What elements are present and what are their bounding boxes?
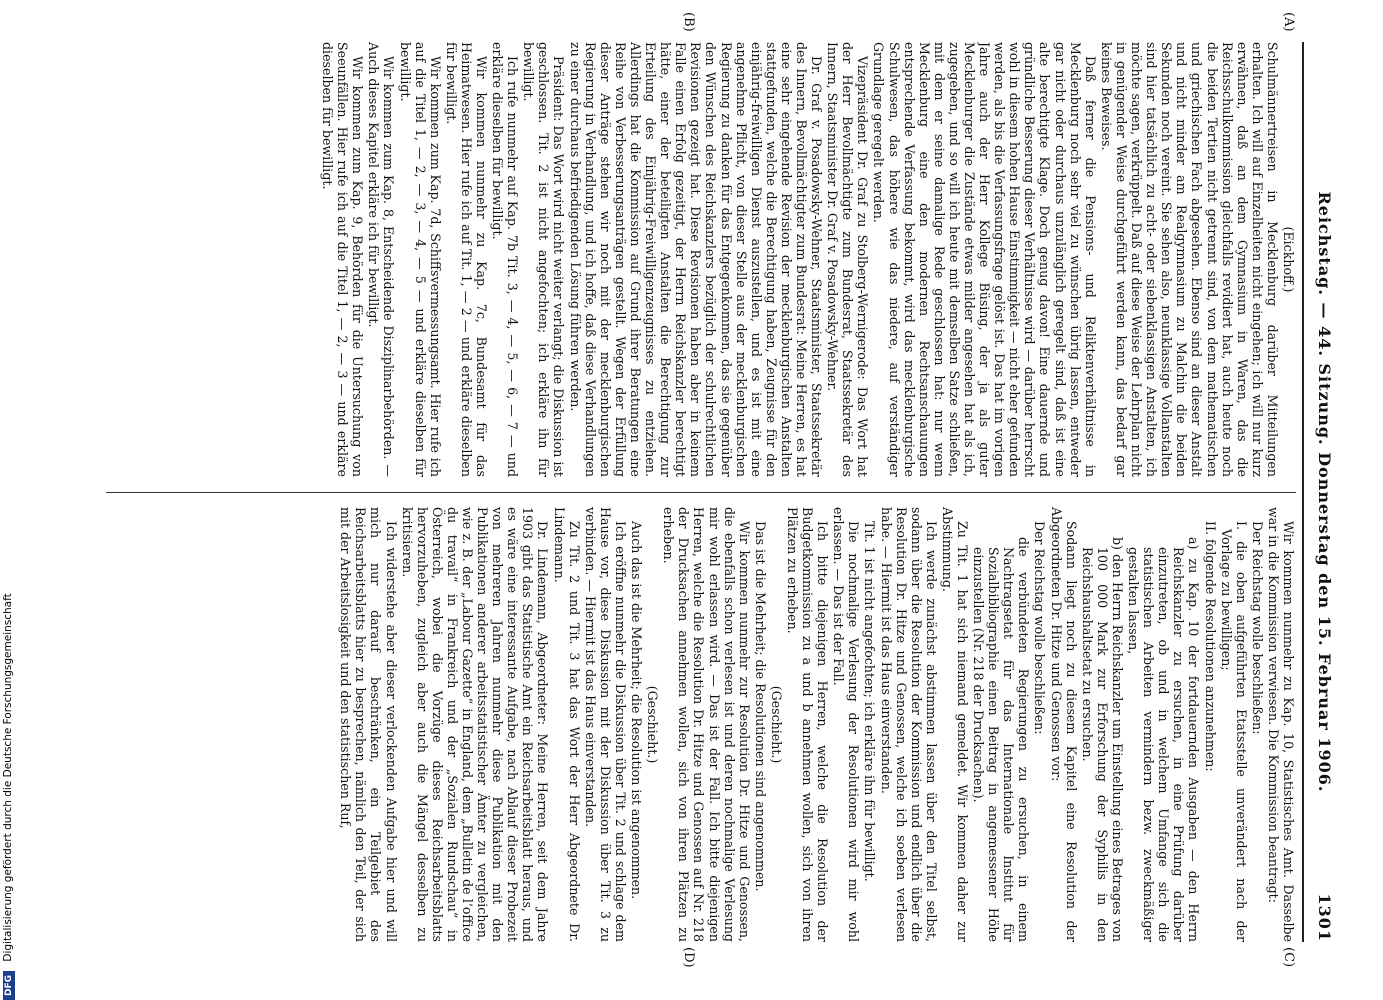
left-column-paragraph: (Eickhoff.): [1281, 226, 1296, 293]
left-column-paragraph: Vizepräsident Dr. Graf zu Stolberg-Wernigerode: Das Wort hat der Herr Bevollmächtigte zum Bundesrat, Staatssekretär des Innern, Staatsminister Dr. Graf v. Posadowsky-Wehner.: [825, 42, 871, 477]
right-column-paragraph: Der Reichstag wolle beschließen:: [1032, 521, 1048, 735]
header-rule: [1302, 42, 1304, 942]
left-column: [106, 42, 1296, 477]
left-column-paragraph: Daß ferner die Pensions- und Reliktenverhältnisse in Mecklenburg noch sehr viel zu wünschen übrig lassen, entweder gar nicht oder durchaus unzulänglich geregelt sind, daß ist eine alte berechtigte Klage. Doch genug davon! Eine dauernde und gründliche Besserung dieser Verhältnisse wird — darüber herrscht wohl in diesem hohen Hause Einstimmigkeit — nicht eher gefunden werden, als bis die Verfassungsfrage gelöst ist. Das hat im vorigen Jahre auch der Herr Kollege Büsing, der ja als guter Mecklenburger die Zustände etwas milder angesehen hat als ich, zugegeben, und so will ich heute mit demselben Satze schließen, mit dem er seine damalige Rede geschlossen hat: nur wenn Mecklenburg eine den modernen Rechtsanschauungen entsprechende Verfassung bekommt, wird das mecklenburgische Schulwesen, das höhere wie das niedere, auf verständiger Grundlage geregelt werden.: [871, 42, 1098, 477]
right-column-paragraph: die verbündeten Regierungen zu ersuchen, in einem Nachtragsetat für das Internationale Institut für Sozialbibliographie einen Beitrag in angemessener Höhe einzustellen (Nr. 218 der Drucksachen).: [971, 537, 1032, 942]
right-column-paragraph: Auch das ist die Mehrheit; die Resolution ist angenommen.: [629, 521, 645, 900]
right-column-paragraph: I. die oben aufgeführten Etatsstelle unverändert nach der Vorlage zu bewilligen;: [1218, 521, 1249, 942]
right-column-paragraph: Dr. Lindemann, Abgeordneter: Meine Herren, seit dem Jahre 1903 gibt das Statistische Amt ein Reichsarbeitsblatt heraus, und es wäre eine interessante Aufgabe, nach Ablauf dieser Probezeit von mehreren Jahren nunmehr diese Publikation mit den Publikationen anderer arbeitsstatistischer Ämter zu vergleichen, wie z. B. der „Labour Gazette“ in England, dem „Bulletin de l’office du travail“ in Frankreich und der „Sozialen Rundschau“ in Österreich, wobei die Vorzüge dieses Reichsarbeitsblatts hervorzuheben, zugleich aber auch die Mängel desselben zu kritisieren.: [399, 507, 551, 942]
right-column-paragraph: Wir kommen nunmehr zur Resolution Dr. Hitze und Genossen, die ebenfalls schon verlesen ist und deren nochmalige Verlesung mir wohl erlassen wird. — Das ist der Fall. Ich bitte diejenigen Herren, welche die Resolution Dr. Hitze und Genossen auf Nr. 218 der Drucksachen annehmen wollen, sich von ihren Plätzen zu erheben.: [661, 507, 752, 942]
rotated-page: [86, 12, 1336, 968]
digitization-credit: [2, 0, 16, 1000]
right-column-paragraph: Zu Tit. 1 hat sich niemand gemeldet. Wir kommen daher zur Abstimmung.: [939, 507, 971, 942]
right-column-paragraph: Wir kommen nunmehr zu Kap. 10, Statistisches Amt. Dasselbe war in die Kommission verwiesen. Die Kommission beantragt:: [1265, 507, 1296, 942]
right-column-paragraph: Tit. 1 ist nicht angefochten; ich erkläre ihn für bewilligt.: [862, 521, 878, 882]
right-column-paragraph: (Geschieht.): [768, 685, 784, 764]
column-divider: [106, 492, 1296, 493]
left-column-paragraph: Ich rufe nunmehr auf Kap. 7b Tit. 3, — 4, — 5, — 6, — 7 — und erkläre dieselben für bewilligt.: [490, 42, 521, 477]
right-column-paragraph: Der Reichstag wolle beschließen:: [1249, 521, 1265, 735]
right-column-paragraph: Das ist die Mehrheit; die Resolutionen sind angenommen.: [752, 521, 768, 892]
left-column-paragraph: Wir kommen zum Kap. 9, Behörden für die Untersuchung von Seeunfällen. Hier rufe ich auf die Titel 1, — 2, — 3 — und erkläre dieselben für bewilligt.: [320, 42, 366, 477]
page-header-title: Reichstag. — 44. Sitzung. Donnerstag den 15. Februar 1906.: [1315, 191, 1334, 793]
dfg-logo: DFG: [3, 971, 15, 1000]
left-column-paragraph: Wir kommen nunmehr zu Kap. 7c, Bundesamt für das Heimatwesen. Hier rufe ich auf Tit. 1, — 2 — und erkläre dieselben für bewilligt.: [443, 42, 490, 477]
margin-letter-c: (C): [1281, 947, 1296, 968]
margin-letter-a: (A): [1281, 12, 1296, 32]
left-column-paragraph: Dr. Graf v. Posadowsky-Wehner, Staatsminister, Staatssekretär des Innern, Bevollmächtigter zum Bundesrat: Meine Herren, es hat eine sehr eingehende Revision der mecklenburgischen Anstalten stattgefunden, welche die Berechtigung haben, Zeugnisse für den einjährig-freiwilligen Dienst auszustellen, und es ist mit eine angenehme Pflicht, von dieser Stelle aus der mecklenburgischen Regierung zu danken für das Entgegenkommen, das sie gegenüber den Wünschen des Reichskanzlers bezüglich der schulrechtlichen Revisionen gezeigt hat. Diese Revisionen haben aber in keinem Falle einen Erfolg gezeitigt, der Herrn Reichskanzler berechtigt hätte, einer der beteiligten Anstalten die Berechtigung zur Erteilung des Einjährig-Freiwilligenzeugnisses zu entziehen. Allerdings hat die Kommission auf Grund ihrer Beratungen eine Reihe von Verbesserungsanträgen gestellt. Wegen der Erfüllung dieser Anträge stehen wir noch mit der mecklenburgischen Regierung in Verhandlung, und ich hoffe, daß diese Verhandlungen zu einer durchaus befriedigenden Lösung führen werden.: [567, 42, 825, 477]
page-number: 1301: [1315, 893, 1334, 942]
right-column-paragraph: II. folgende Resolutionen anzunehmen:: [1202, 521, 1218, 772]
right-column-paragraph: Die nochmalige Verlesung der Resolutionen wird mir wohl erlassen. — Das ist der Fall.: [831, 507, 862, 942]
right-column-paragraph: Ich eröffne nunmehr die Diskussion über Tit. 2 und schlage dem Hause vor, diese Diskussion mit der Diskussion über Tit. 3 zu verbinden. — Hiermit ist das Haus einverstanden.: [582, 507, 628, 942]
left-column-paragraph: Wir kommen zum Kap. 8, Entscheidende Disziplinarbehörden. — Auch dieses Kapitel erkläre ich für bewilligt.: [366, 42, 397, 477]
right-column-paragraph: a) zu Kap. 10 der fortdauernden Ausgaben — den Herrn Reichskanzler zu ersuchen, in eine Prüfung darüber einzutreten, ob und in welchem Umfange sich die statistischen Arbeiten vermindern bezw. zweckmäßiger gestalten lassen,: [1126, 537, 1202, 942]
right-column-paragraph: (Geschieht.): [645, 685, 661, 764]
left-column-paragraph: Schulmännertreisen in Mecklenburg darüber Mitteilungen erhalten. Ich will auf Einzelheiten nicht eingehen; ich will nur kurz erwähnen, daß an dem Gymnasium in Waren, das die Reichsschulkommission gleichfalls revidiert hat, auch heute noch die beiden Tertien nicht getrennt sind, von dem mathematischen und griechischen Fach abgesehen. Ebenso sind an dieser Anstalt und nicht minder am Realgymnasium zu Malchin die beiden Sekunden noch vereint. Sie sehen also, neunklassige Vollanstalten sind hier tatsächlich zu acht- oder siebenklassigen Anstalten, ich möchte sagen, verkrüppelt. Daß auf diese Weise der Lehrplan nicht in genügender Weise durchgeführt werden kann, das bedarf gar keines Beweises.: [1098, 42, 1280, 477]
digitization-credit-text: Digitalisierung gefördert durch die Deutsche Forschungsgemeinschaft: [2, 593, 14, 962]
margin-letter-d: (D): [681, 947, 696, 968]
right-column-paragraph: Zu Tit. 2 und Tit. 3 hat das Wort der Herr Abgeordnete Dr. Lindemann.: [551, 507, 582, 942]
right-column: [106, 507, 1296, 942]
left-column-paragraph: Wir kommen zum Kap. 7d, Schiffsvermessungsamt. Hier rufe ich auf die Titel 1, — 2, — 3, — 4, — 5 — und erkläre dieselben für bewilligt.: [397, 42, 443, 477]
left-column-paragraph: Präsident: Das Wort wird nicht weiter verlangt; die Diskussion ist geschlossen. Tit. 2 ist nicht angefochten; ich erkläre ihn für bewilligt.: [521, 42, 567, 477]
right-column-paragraph: Ich widerstehe aber dieser verlockenden Aufgabe hier und will mich nur darauf beschränken, ein Teilgebiet des Reichsarbeitsblatts hier zu besprechen, nämlich den Teil, der sich mit der Arbeitslosigkeit und den statistischen Ruf,: [338, 507, 399, 942]
right-column-paragraph: Ich bitte diejenigen Herren, welche die Resolution der Budgetkommission zu a und b annehmen wollen, sich von ihren Plätzen zu erheben.: [785, 507, 831, 942]
margin-letter-b: (B): [681, 12, 696, 32]
right-column-paragraph: Sodann liegt noch zu diesem Kapitel eine Resolution der Abgeordneten Dr. Hitze und Genossen vor:: [1048, 507, 1079, 942]
page-header: [1306, 42, 1336, 942]
right-column-paragraph: Ich werde zunächst abstimmen lassen über den Titel selbst, sodann über die Resolution der Kommission und endlich über die Resolution Dr. Hitze und Genossen, welche ich soeben verlesen habe. — Hiermit ist das Haus einverstanden.: [878, 507, 939, 942]
right-column-paragraph: b) den Herrn Reichskanzler um Einstellung eines Betrages von 100 000 Mark zur Erforschung der Syphilis in den Reichshaushaltsetat zu ersuchen.: [1079, 537, 1125, 942]
